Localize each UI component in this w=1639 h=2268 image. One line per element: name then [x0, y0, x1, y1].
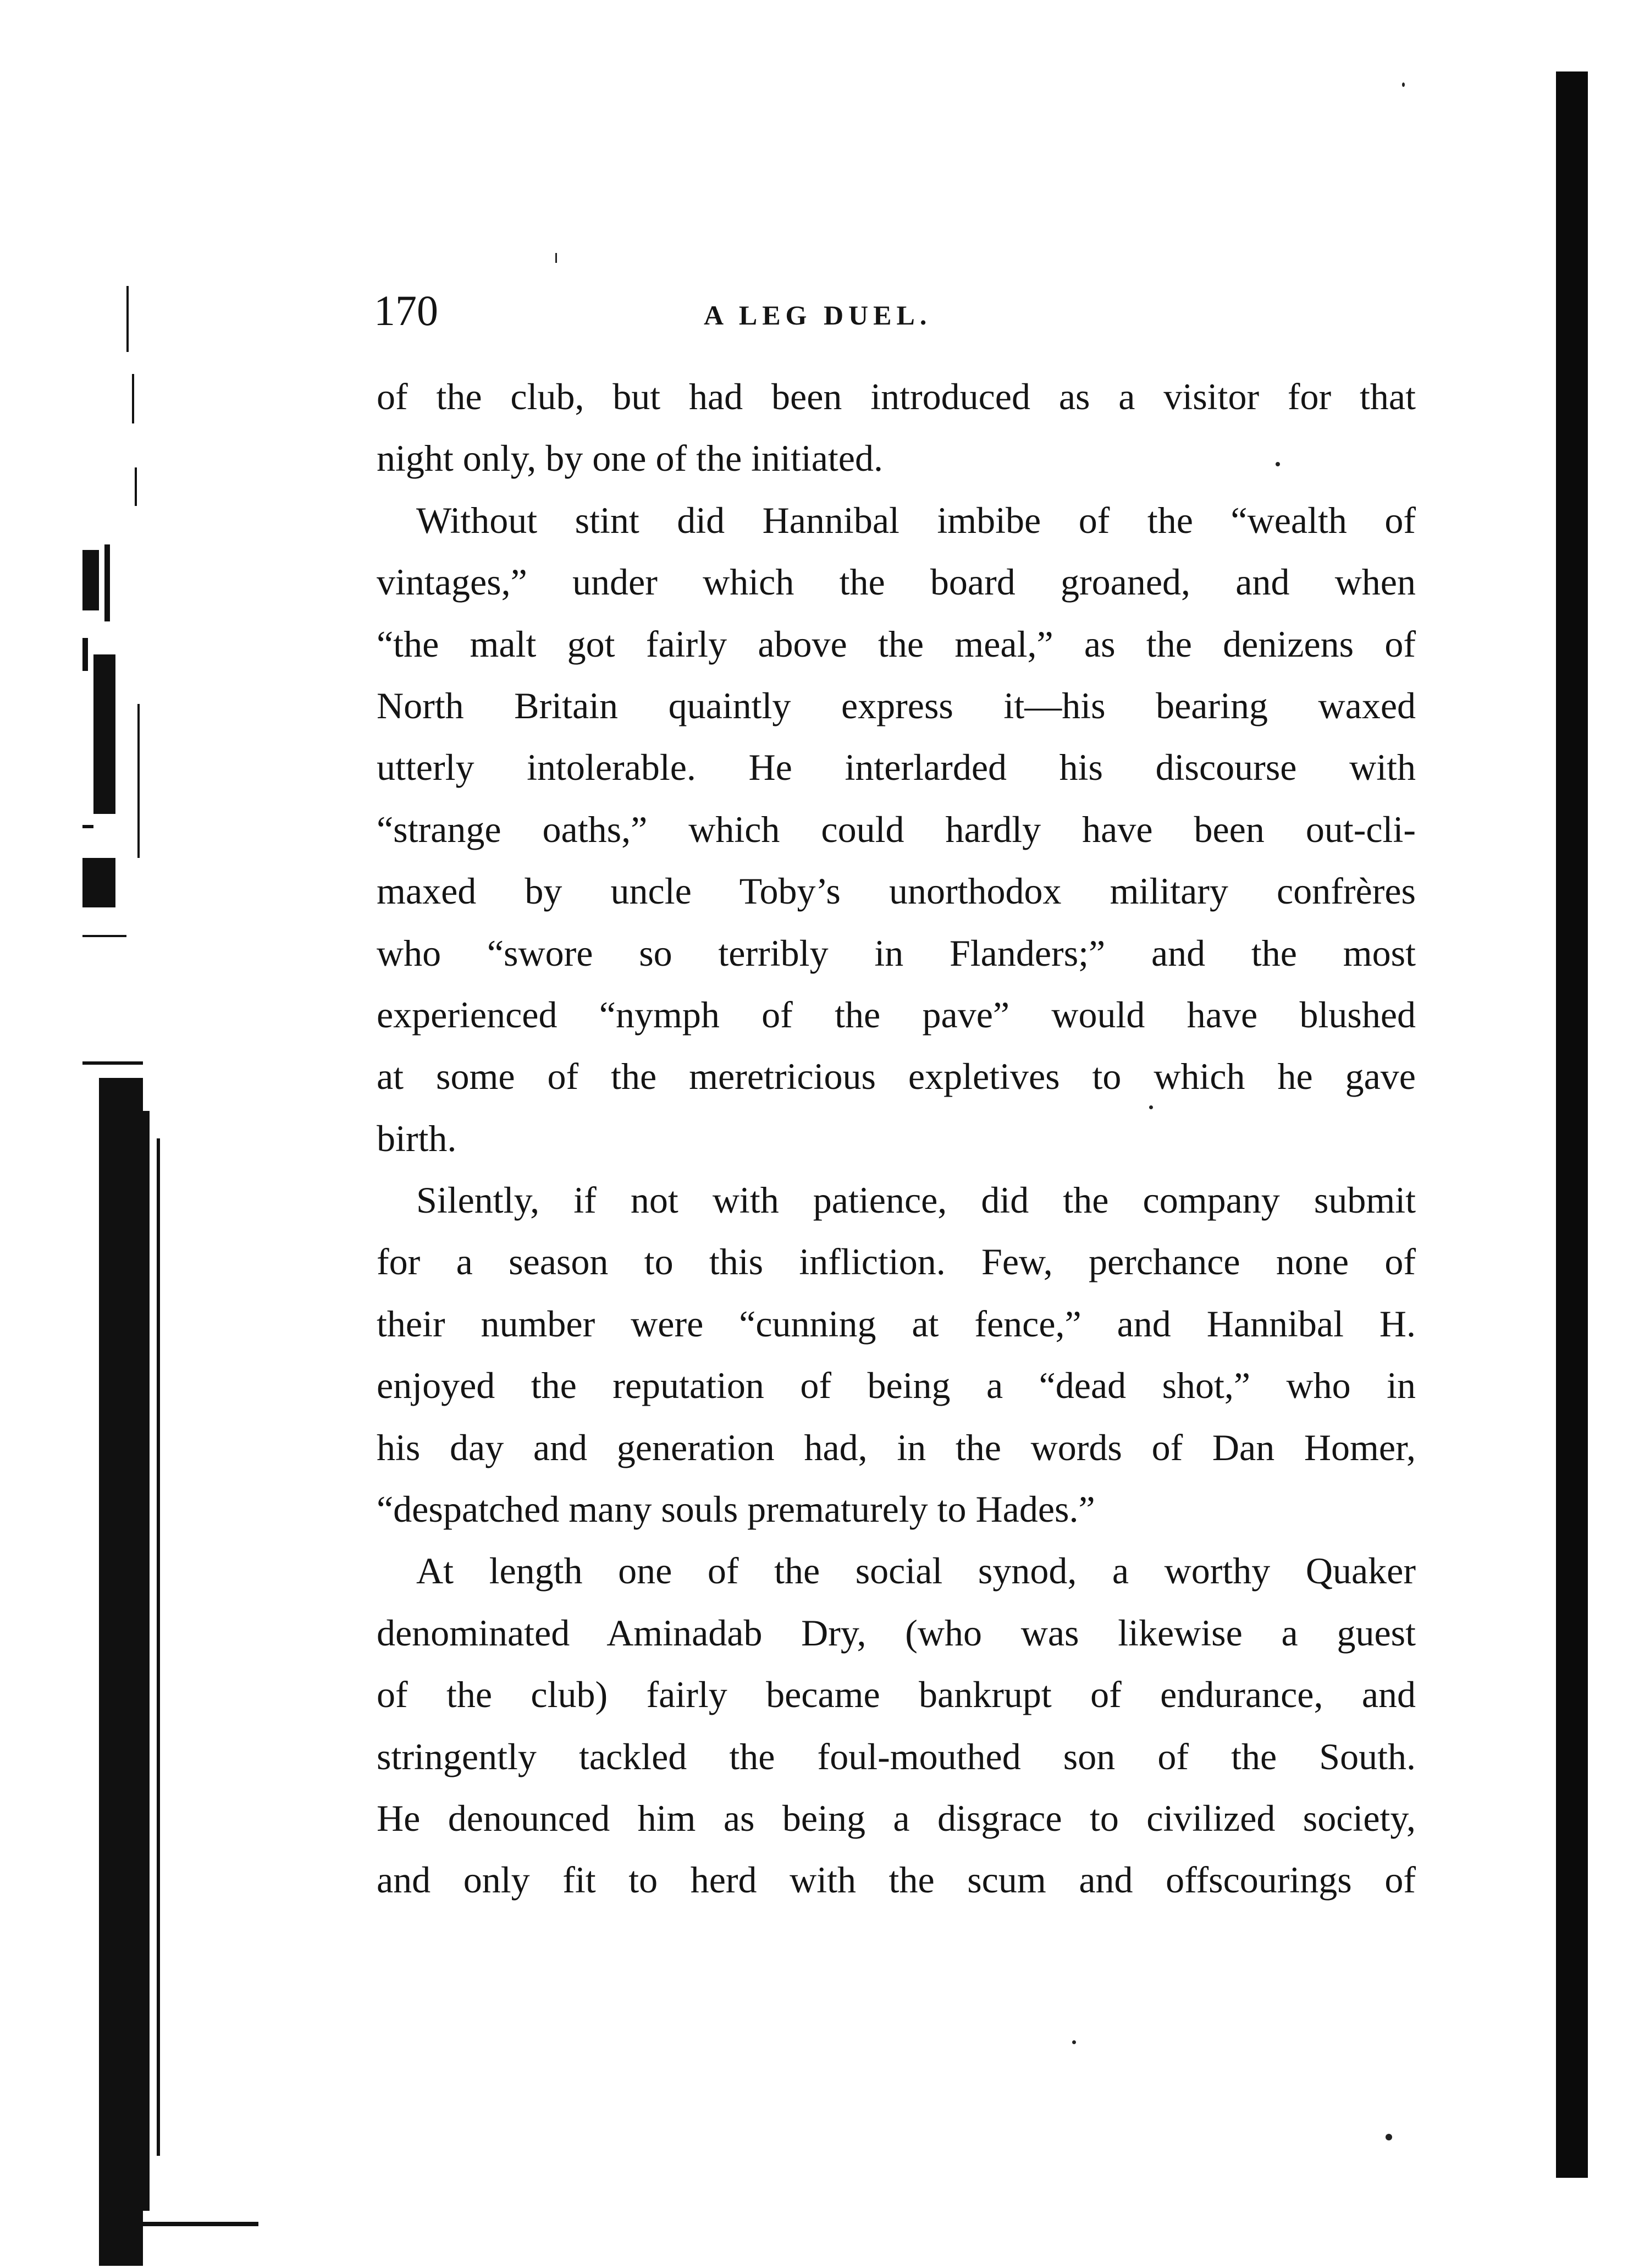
- paragraph-first-line: At length one of the social synod, a worthy Quaker: [416, 1550, 1416, 1592]
- body-text: [377, 366, 1416, 1911]
- text-line: their number were “cunning at fence,” and Hannibal H.: [377, 1302, 1416, 1345]
- text-line: for a season to this infliction. Few, perchance none of: [377, 1241, 1416, 1283]
- page-header: [374, 280, 1419, 341]
- text-line: denominated Aminadab Dry, (who was likewise a guest: [377, 1611, 1416, 1654]
- text-line: maxed by uncle Toby’s unorthodox military confrères: [377, 870, 1416, 912]
- text-line: stringently tackled the foul-mouthed son of the South.: [377, 1735, 1416, 1777]
- ink-speck: [1072, 2040, 1076, 2044]
- binding-gutter: [82, 66, 187, 2200]
- text-line: of the club) fairly became bankrupt of endurance, and: [377, 1674, 1416, 1716]
- running-head: A LEG DUEL.: [704, 300, 932, 331]
- text-line: vintages,” under which the board groaned, and when: [377, 561, 1416, 603]
- text-line: birth.: [377, 1117, 457, 1159]
- paragraph-first-line: Without stint did Hannibal imbibe of the “wealth of: [416, 499, 1416, 541]
- text-line: “the malt got fairly above the meal,” as the denizens of: [377, 623, 1416, 665]
- text-line: “despatched many souls prematurely to Hades.”: [377, 1488, 1095, 1531]
- ink-speck: [1402, 82, 1405, 87]
- text-line: and only fit to herd with the scum and offscourings of: [377, 1859, 1416, 1901]
- text-line: experienced “nymph of the pave” would have blushed: [377, 993, 1416, 1036]
- text-line: at some of the meretricious expletives to which he gave: [377, 1055, 1416, 1098]
- text-line: of the club, but had been introduced as a visitor for that: [377, 376, 1416, 417]
- page-number: 170: [374, 287, 438, 334]
- text-line: who “swore so terribly in Flanders;” and the most: [377, 932, 1416, 974]
- text-line: utterly intolerable. He interlarded his discourse with: [377, 746, 1416, 789]
- text-line: He denounced him as being a disgrace to civilized society,: [377, 1797, 1416, 1839]
- page-edge-shadow: [1556, 71, 1588, 2178]
- text-line: night only, by one of the initiated.: [377, 437, 883, 480]
- text-line: “strange oaths,” which could hardly have been out-cli-: [377, 808, 1416, 850]
- paragraph-first-line: Silently, if not with patience, did the company submit: [416, 1179, 1416, 1221]
- text-line: his day and generation had, in the words of Dan Homer,: [377, 1426, 1416, 1468]
- text-line: North Britain quaintly express it—his bearing waxed: [377, 684, 1416, 726]
- text-line: enjoyed the reputation of being a “dead shot,” who in: [377, 1364, 1416, 1407]
- ink-speck: [1386, 2134, 1392, 2140]
- ink-speck: [555, 253, 557, 263]
